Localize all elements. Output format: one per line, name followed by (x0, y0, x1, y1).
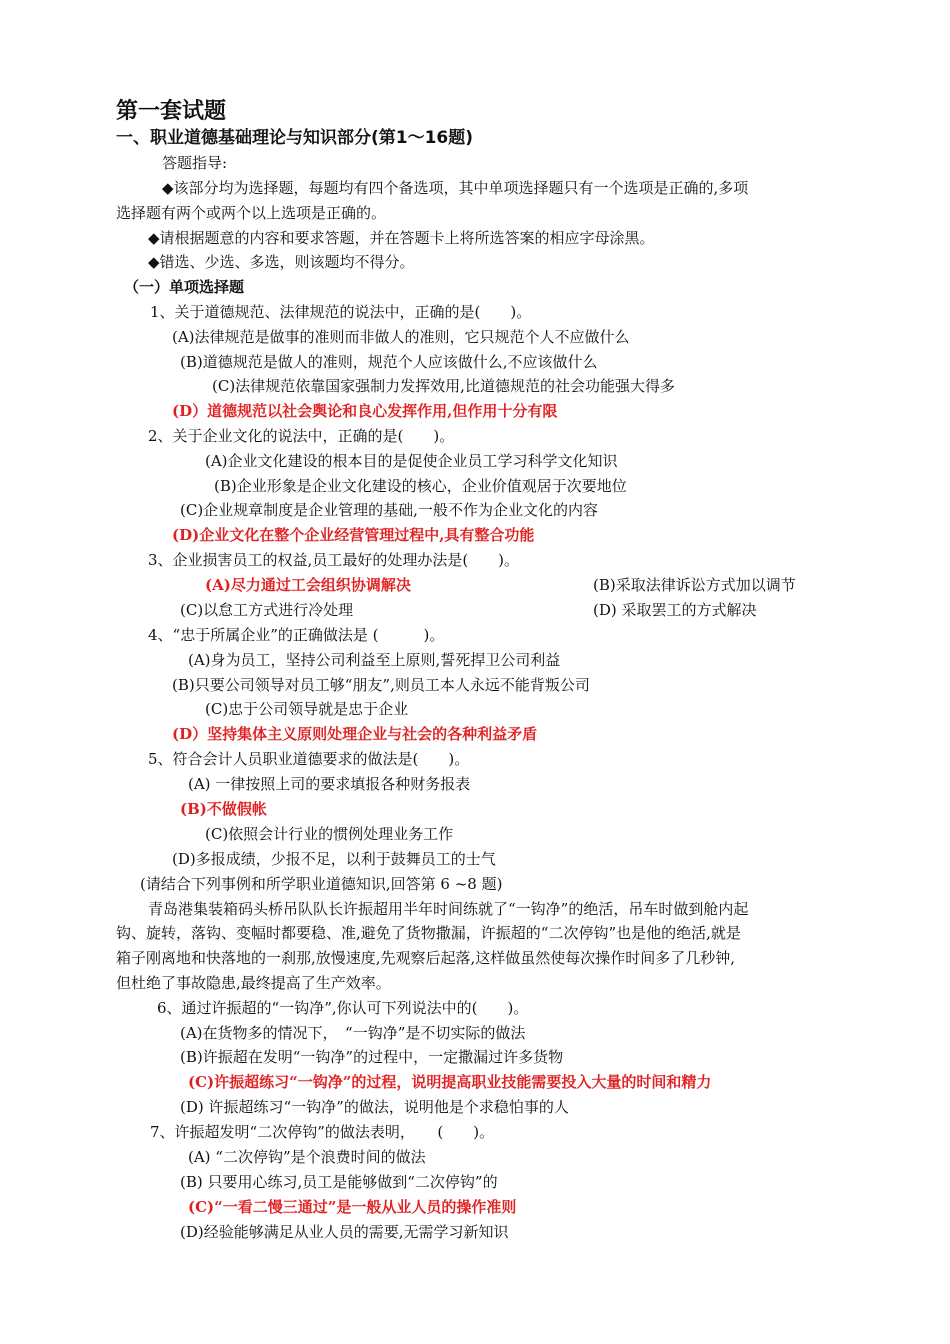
question-stem: 4、“忠于所属企业”的正确做法是 ( )。 (148, 626, 445, 644)
question-option: (C)法律规范依靠国家强制力发挥效用,比道德规范的社会功能强大得多 (212, 377, 675, 395)
case-paragraph: 但杜绝了事故隐患,最终提高了生产效率。 (116, 974, 391, 992)
guide-line: ◆该部分均为选择题，每题均有四个备选项，其中单项选择题只有一个选项是正确的,多项 (162, 179, 749, 197)
correct-answer: (D）道德规范以社会舆论和良心发挥作用,但作用十分有限 (172, 402, 558, 420)
question-option: (C)企业规章制度是企业管理的基础,一般不作为企业文化的内容 (180, 501, 598, 519)
guide-line: ◆错选、少选、多选，则该题均不得分。 (148, 253, 415, 271)
question-option: (A)企业文化建设的根本目的是促使企业员工学习科学文化知识 (205, 452, 618, 470)
question-option: (B)企业形象是企业文化建设的核心，企业价值观居于次要地位 (214, 477, 627, 495)
correct-answer: (D）坚持集体主义原则处理企业与社会的各种利益矛盾 (172, 725, 538, 743)
question-stem: 3、企业损害员工的权益,员工最好的处理办法是( )。 (148, 551, 520, 569)
question-option: (C)忠于公司领导就是忠于企业 (205, 700, 409, 718)
question-stem: 6、通过许振超的“一钩净”,你认可下列说法中的( )。 (157, 999, 529, 1017)
correct-answer: (C)“一看二慢三通过”是一般从业人员的操作准则 (188, 1198, 517, 1216)
question-option: (C)依照会计行业的惯例处理业务工作 (205, 825, 454, 843)
question-option: (B)采取法律诉讼方式加以调节 (593, 576, 796, 594)
case-paragraph: 箱子刚离地和快落地的一刹那,放慢速度,先观察后起落,这样做虽然使每次操作时间多了几秒钟, (116, 949, 736, 967)
case-paragraph: 钩、旋转，落钩、变幅时都要稳、准,避免了货物撒漏，许振超的“二次停钩”也是他的绝活,就是 (116, 924, 741, 942)
question-stem: 7、许振超发明“二次停钩”的做法表明， ( )。 (150, 1123, 495, 1141)
question-stem: 5、符合会计人员职业道德要求的做法是( )。 (148, 750, 470, 768)
question-option: (A)在货物多的情况下， “一钩净”是不切实际的做法 (180, 1024, 526, 1042)
question-option: (B)只要公司领导对员工够“朋友”,则员工本人永远不能背叛公司 (172, 676, 590, 694)
question-option: (A) “二次停钩”是个浪费时间的做法 (188, 1148, 426, 1166)
question-option: (D) 采取罢工的方式解决 (593, 601, 757, 619)
question-option: (A)法律规范是做事的准则而非做人的准则，它只规范个人不应做什么 (172, 328, 630, 346)
question-stem: 2、关于企业文化的说法中，正确的是( )。 (148, 427, 455, 445)
section-heading: 一、职业道德基础理论与知识部分(第1～16题) (116, 128, 474, 148)
case-intro: (请结合下列事例和所学职业道德知识,回答第 6 ~8 题) (140, 875, 503, 893)
guide-line: 选择题有两个或两个以上选项是正确的。 (116, 204, 387, 222)
correct-answer: (D)企业文化在整个企业经营管理过程中,具有整合功能 (172, 526, 535, 544)
guide-line: ◆请根据题意的内容和要求答题，并在答题卡上将所选答案的相应字母涂黑。 (148, 229, 655, 247)
question-option: (C)以怠工方式进行冷处理 (180, 601, 354, 619)
page-title: 第一套试题 (116, 99, 227, 124)
question-option: (D) 许振超练习“一钩净”的做法，说明他是个求稳怕事的人 (180, 1098, 569, 1116)
question-option: (B)许振超在发明“一钩净”的过程中，一定撒漏过许多货物 (180, 1048, 564, 1066)
question-option: (D)经验能够满足从业人员的需要,无需学习新知识 (180, 1223, 509, 1241)
guide-label: 答题指导: (162, 154, 228, 172)
subsection-heading: （一）单项选择题 (124, 278, 245, 296)
question-option: (A) 一律按照上司的要求填报各种财务报表 (188, 775, 471, 793)
correct-answer: (A)尽力通过工会组织协调解决 (205, 576, 411, 594)
case-paragraph: 青岛港集装箱码头桥吊队队长许振超用半年时间练就了“一钩净”的绝活，吊车时做到舱内起 (148, 900, 749, 918)
question-option: (D)多报成绩，少报不足，以利于鼓舞员工的士气 (172, 850, 496, 868)
correct-answer: (B)不做假帐 (180, 800, 267, 818)
question-stem: 1、关于道德规范、法律规范的说法中，正确的是( )。 (150, 303, 532, 321)
question-option: (A)身为员工，坚持公司利益至上原则,誓死捍卫公司利益 (188, 651, 561, 669)
question-option: (B) 只要用心练习,员工是能够做到“二次停钩”的 (180, 1173, 498, 1191)
correct-answer: (C)许振超练习“一钩净”的过程，说明提高职业技能需要投入大量的时间和精力 (188, 1073, 712, 1091)
question-option: (B)道德规范是做人的准则，规范个人应该做什么,不应该做什么 (180, 353, 598, 371)
